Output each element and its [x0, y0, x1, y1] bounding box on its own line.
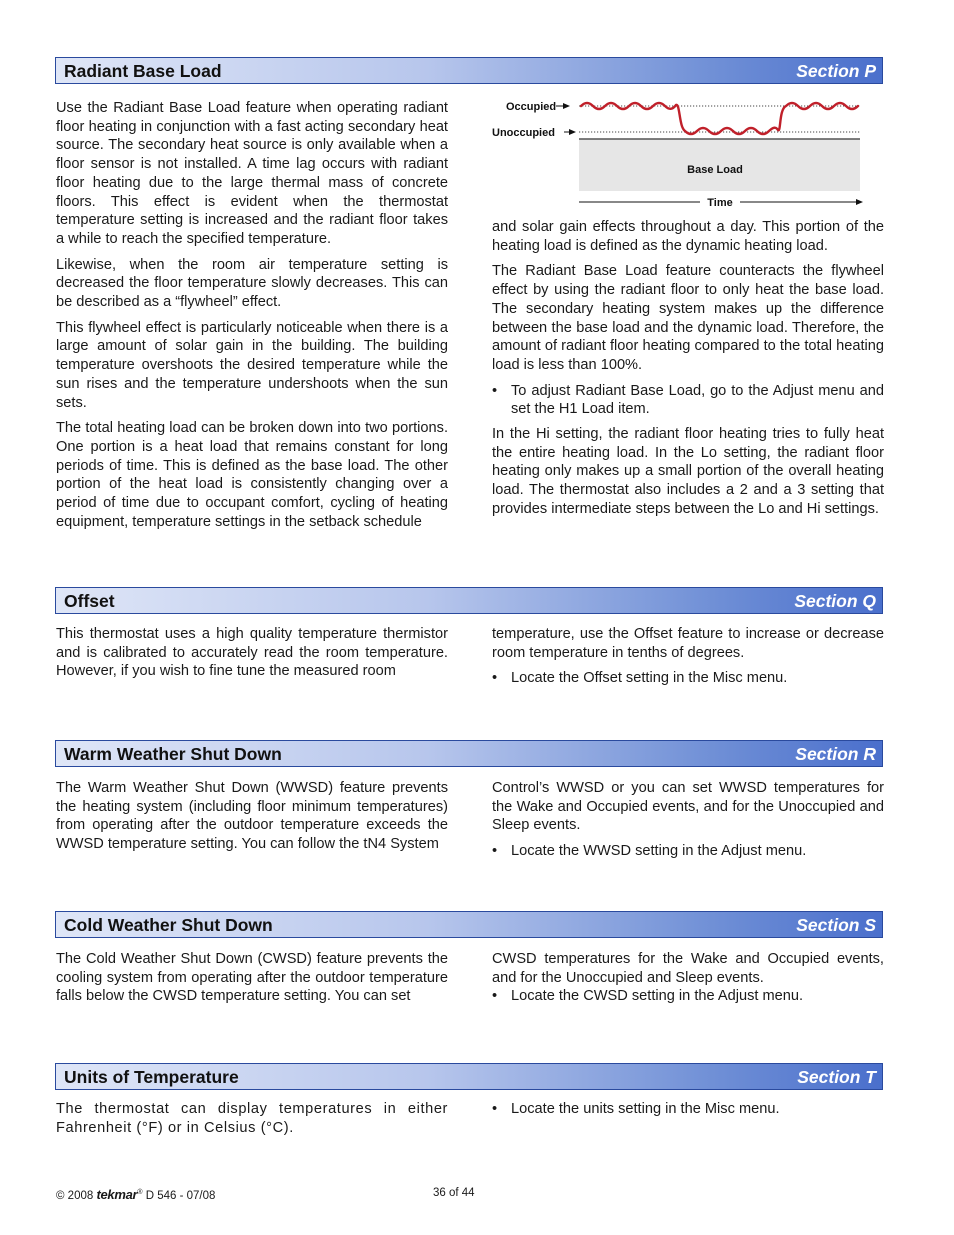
tekmar-logo: tekmar	[96, 1187, 138, 1202]
cwsd-left-column	[56, 950, 448, 1013]
radiant-base-load-right-column	[492, 218, 884, 526]
bullet-text: Locate the units setting in the Misc menu.	[511, 1101, 780, 1117]
cwsd-right-column	[492, 950, 884, 1012]
paragraph: In the Hi setting, the radiant floor heating tries to fully heat the entire heating load. In the Lo setting, the radiant floor heating only makes up a small portion of the overall heating load. The thermostat also includes a 2 and a 3 setting that provides intermediate steps between the Lo and Hi settings.	[492, 426, 884, 517]
bullet-item	[492, 382, 884, 419]
paragraph: temperature, use the Offset feature to increase or decrease room temperature in tenths of degrees.	[492, 626, 884, 661]
paragraph: Likewise, when the room air temperature setting is decreased the floor temperature slowly decreases. This can be described as a “flywheel” effect.	[56, 256, 448, 311]
bullet-dot: •	[492, 988, 498, 1005]
document-number: D 546 - 07/08	[145, 1190, 216, 1202]
bullet-text: Locate the WWSD setting in the Adjust menu.	[511, 843, 807, 860]
paragraph: The Cold Weather Shut Down (CWSD) feature prevents the cooling system from operating after the outdoor temperature falls below the CWSD temperature setting. You can set	[56, 951, 448, 1005]
section-header-units-of-temperature	[55, 1063, 883, 1090]
offset-left-column	[56, 625, 448, 688]
wwsd-right-column	[492, 779, 884, 867]
radiant-base-load-left-column	[56, 99, 448, 538]
paragraph: CWSD temperatures for the Wake and Occupied events, and for the Unoccupied and Sleep events.	[492, 951, 884, 986]
bullet-item	[492, 1100, 884, 1119]
units-right-column	[492, 1100, 884, 1125]
occupied-label: Occupied	[506, 101, 557, 113]
paragraph: The total heating load can be broken down into two portions. One portion is a heat load that remains constant for long periods of time. This is defined as the base load. The other portion of the heat load is consistently changing over a period of time due to occupant comfort, cycling of heating equipment, temperature settings in the setback schedule	[56, 420, 448, 530]
copyright: © 2008	[56, 1190, 94, 1202]
bullet-dot: •	[492, 670, 498, 687]
bullet-dot: •	[492, 843, 498, 860]
section-title: Warm Weather Shut Down	[64, 744, 282, 764]
paragraph: The thermostat can display temperatures in either Fahrenheit (°F) or in Celsius (°C).	[56, 1101, 448, 1136]
bullet-item	[492, 842, 884, 861]
bullet-text: Locate the Offset setting in the Misc menu.	[511, 670, 788, 687]
paragraph: and solar gain effects throughout a day. This portion of the heating load is defined as the dynamic heating load.	[492, 219, 884, 254]
section-header-offset	[55, 587, 883, 614]
bullet-dot: •	[492, 1101, 498, 1117]
bullet-dot: •	[492, 382, 498, 399]
bullet-item	[492, 669, 884, 688]
section-label: Section T	[797, 1067, 876, 1087]
section-header-warm-weather-shut-down	[55, 740, 883, 767]
section-title: Cold Weather Shut Down	[64, 915, 273, 935]
section-label: Section Q	[794, 591, 876, 611]
paragraph: This thermostat uses a high quality temperature thermistor and is calibrated to accurately read the room temperature. However, if you wish to fine tune the measured room	[56, 626, 448, 680]
section-title: Units of Temperature	[64, 1067, 239, 1087]
units-left-column	[56, 1100, 448, 1144]
paragraph: The Warm Weather Shut Down (WWSD) feature prevents the heating system (including floor minimum temperatures) from operating after the outdoor temperature exceeds the WWSD temperature setting. You can follow the tN4 System	[56, 780, 448, 853]
paragraph: This flywheel effect is particularly noticeable when there is a large amount of solar gain in the building. The building temperature overshoots the desired temperature while the sun rises and the temperature undershoots when the sun sets.	[56, 319, 448, 411]
footer-left	[56, 1187, 215, 1202]
section-label: Section R	[795, 744, 876, 764]
base-load-label: Base Load	[687, 164, 743, 176]
bullet-item	[492, 987, 884, 1006]
bullet-text: To adjust Radiant Base Load, go to the Adjust menu and set the H1 Load item.	[511, 382, 884, 418]
section-header-cold-weather-shut-down	[55, 911, 883, 938]
paragraph: Use the Radiant Base Load feature when operating radiant floor heating in conjunction with a fast acting secondary heat source. The secondary heat source is only available when a floor sensor is not installed. A time lag occurs with radiant floor heating due to the large thermal mass of concrete floors. This effect is evident when the thermostat temperature setting is increased and the radiant floor takes a while to reach the specified temperature.	[56, 100, 448, 247]
offset-right-column	[492, 625, 884, 694]
time-arrow-icon	[856, 199, 863, 205]
base-load-diagram	[490, 92, 870, 214]
section-label: Section P	[796, 61, 876, 81]
dynamic-load-wave	[581, 103, 858, 134]
paragraph: The Radiant Base Load feature counteracts the flywheel effect by using the radiant floor to only heat the base load. The secondary heating system makes up the difference between the base load and the dynamic load. Therefore, the amount of radiant floor heating compared to the total heating load is less than 100%.	[492, 263, 884, 373]
section-label: Section S	[796, 915, 876, 935]
wwsd-left-column	[56, 779, 448, 861]
page-number: 36 of 44	[433, 1187, 475, 1199]
section-header-radiant-base-load	[55, 57, 883, 84]
bullet-text: Locate the CWSD setting in the Adjust menu.	[511, 988, 804, 1005]
time-label: Time	[707, 197, 733, 209]
section-title: Offset	[64, 591, 115, 611]
registered-mark: ®	[137, 1189, 143, 1197]
unoccupied-label: Unoccupied	[492, 127, 555, 139]
paragraph: Control’s WWSD or you can set WWSD temperatures for the Wake and Occupied events, and for the Unoccupied and Sleep events.	[492, 780, 884, 834]
section-title: Radiant Base Load	[64, 61, 222, 81]
